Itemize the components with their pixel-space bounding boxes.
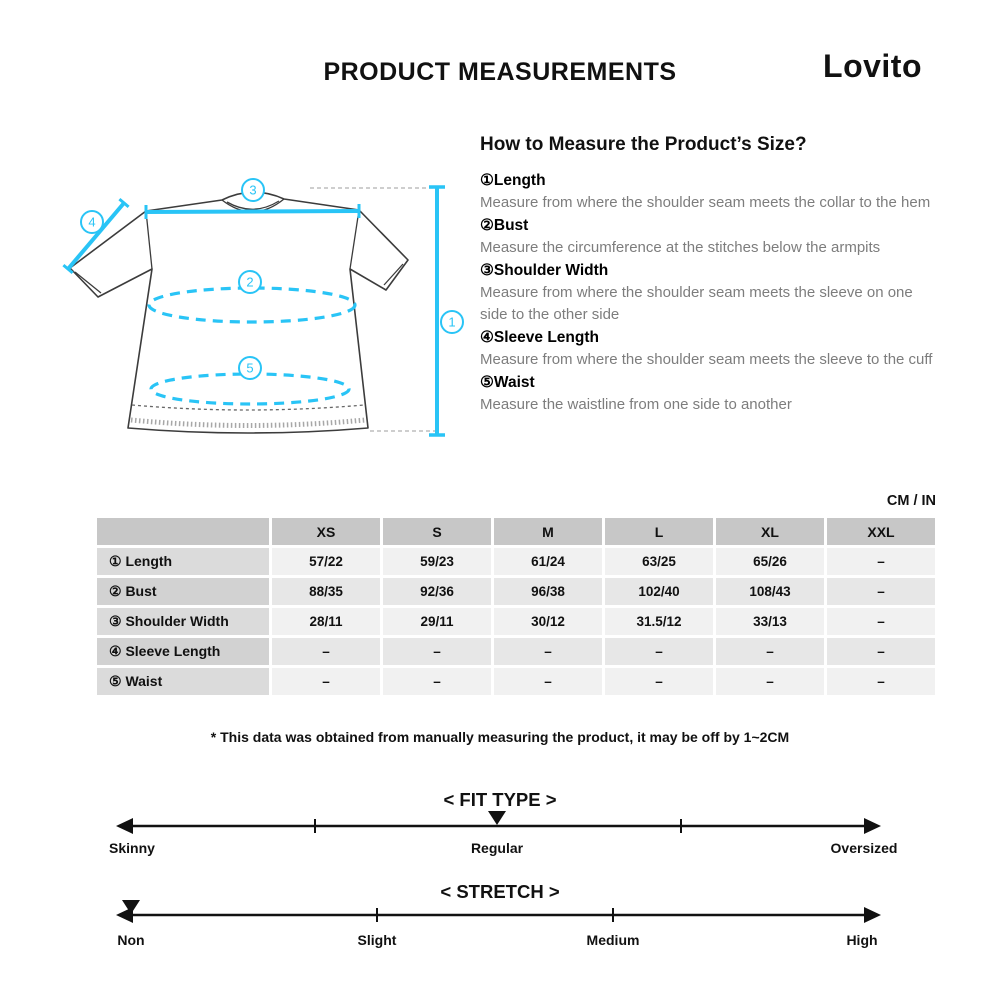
stretch-title: < STRETCH >: [440, 881, 560, 902]
row-label: ① Length: [97, 548, 269, 575]
cell-value: 92/36: [383, 578, 491, 605]
cell-value: 108/43: [716, 578, 824, 605]
cell-value: 31.5/12: [605, 608, 713, 635]
cell-value: –: [827, 608, 935, 635]
cell-value: 102/40: [605, 578, 713, 605]
cell-value: 88/35: [272, 578, 380, 605]
how-to-item-desc: Measure from where the shoulder seam meets the sleeve on one side to the other side: [480, 284, 913, 323]
svg-text:1: 1: [448, 314, 456, 330]
svg-text:3: 3: [249, 182, 257, 198]
cell-value: –: [827, 638, 935, 665]
cell-value: 96/38: [494, 578, 602, 605]
tshirt-outline: [70, 192, 408, 433]
right-arrow-icon: [864, 907, 881, 923]
how-to-item-desc: Measure the circumference at the stitches below the armpits: [480, 239, 881, 256]
stretch-scale: [0, 899, 1000, 927]
fit-type-scale: [0, 810, 1000, 838]
measurement-disclaimer: * This data was obtained from manually measuring the product, it may be off by 1~2CM: [210, 729, 790, 745]
cell-value: –: [383, 668, 491, 695]
how-to-item-length: [480, 169, 942, 214]
callout-length: [441, 311, 463, 333]
size-col-l: L: [605, 518, 713, 545]
page-title: PRODUCT MEASUREMENTS: [323, 58, 677, 86]
cell-value: –: [494, 638, 602, 665]
callout-waist: [239, 357, 261, 379]
left-arrow-icon: [116, 818, 133, 834]
fit-label-skinny: Skinny: [109, 840, 155, 856]
fit-type-title: < FIT TYPE >: [443, 789, 557, 810]
cell-value: –: [272, 638, 380, 665]
callout-shoulder-width: [242, 179, 264, 201]
cell-value: 59/23: [383, 548, 491, 575]
how-to-title: How to Measure the Product’s Size?: [480, 134, 807, 155]
how-to-item-desc: Measure the waistline from one side to another: [480, 396, 792, 413]
size-table: [94, 515, 938, 698]
cell-value: –: [494, 668, 602, 695]
table-row-sleeve-length: [97, 638, 935, 665]
units-label: CM / IN: [886, 493, 936, 509]
right-arrow-icon: [864, 818, 881, 834]
how-to-item-shoulder-width: [480, 259, 942, 326]
how-to-item-desc: Measure from where the shoulder seam meets the sleeve to the cuff: [480, 351, 933, 368]
fit-label-regular: Regular: [470, 840, 524, 856]
how-to-item-label: ①Length: [480, 172, 546, 189]
cell-value: –: [827, 548, 935, 575]
svg-text:5: 5: [246, 360, 254, 376]
tshirt-diagram: [55, 172, 475, 452]
how-to-item-label: ④Sleeve Length: [480, 329, 599, 346]
stretch-label-medium: Medium: [586, 932, 640, 948]
fit-type-marker-icon: [488, 811, 506, 825]
fit-label-oversized: Oversized: [830, 840, 898, 856]
how-to-item-label: ⑤Waist: [480, 374, 535, 391]
lovito-logo: Lovito: [823, 48, 922, 84]
cell-value: 28/11: [272, 608, 380, 635]
callout-bust: [239, 271, 261, 293]
cell-value: 63/25: [605, 548, 713, 575]
size-table-corner-cell: [97, 518, 269, 545]
size-col-xs: XS: [272, 518, 380, 545]
how-to-item-bust: [480, 214, 942, 259]
table-row-bust: [97, 578, 935, 605]
size-table-header-row: [97, 518, 935, 545]
svg-text:4: 4: [88, 214, 96, 230]
stretch-label-slight: Slight: [357, 932, 397, 948]
size-col-s: S: [383, 518, 491, 545]
table-row-waist: [97, 668, 935, 695]
table-row-length: [97, 548, 935, 575]
cell-value: –: [605, 668, 713, 695]
cell-value: –: [605, 638, 713, 665]
stretch-label-high: High: [846, 932, 878, 948]
cell-value: –: [272, 668, 380, 695]
callout-sleeve-length: [81, 211, 103, 233]
row-label: ③ Shoulder Width: [97, 608, 269, 635]
cell-value: –: [716, 668, 824, 695]
cell-value: 65/26: [716, 548, 824, 575]
how-to-item-label: ③Shoulder Width: [480, 262, 609, 279]
row-label: ④ Sleeve Length: [97, 638, 269, 665]
row-label: ⑤ Waist: [97, 668, 269, 695]
size-col-m: M: [494, 518, 602, 545]
row-label: ② Bust: [97, 578, 269, 605]
cell-value: 30/12: [494, 608, 602, 635]
cell-value: 29/11: [383, 608, 491, 635]
size-col-xxl: XXL: [827, 518, 935, 545]
cell-value: –: [827, 668, 935, 695]
cell-value: 61/24: [494, 548, 602, 575]
svg-text:2: 2: [246, 274, 254, 290]
how-to-measure-section: [480, 134, 942, 416]
how-to-item-waist: [480, 371, 942, 416]
size-col-xl: XL: [716, 518, 824, 545]
stretch-label-non: Non: [117, 932, 145, 948]
cell-value: 33/13: [716, 608, 824, 635]
cell-value: –: [827, 578, 935, 605]
table-row-shoulder-width: [97, 608, 935, 635]
how-to-item-label: ②Bust: [480, 217, 529, 234]
how-to-item-sleeve-length: [480, 326, 942, 371]
cell-value: –: [383, 638, 491, 665]
how-to-item-desc: Measure from where the shoulder seam meets the collar to the hem: [480, 194, 931, 211]
cell-value: –: [716, 638, 824, 665]
cell-value: 57/22: [272, 548, 380, 575]
